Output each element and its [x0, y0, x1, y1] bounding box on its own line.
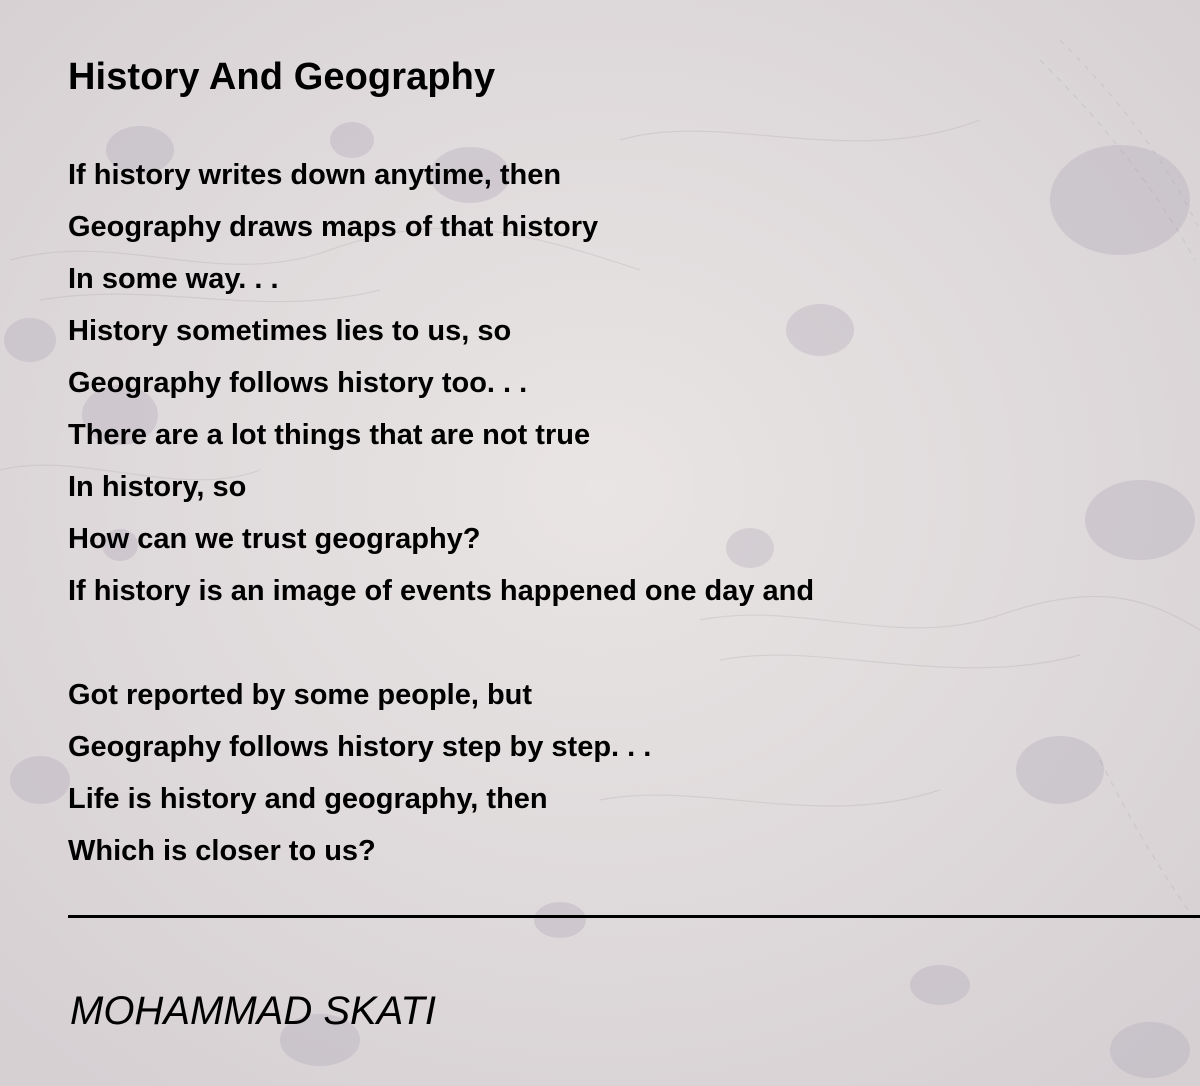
poem-line: There are a lot things that are not true	[68, 419, 591, 451]
poem-line: If history writes down anytime, then	[68, 159, 562, 191]
poem-line: In history, so	[68, 471, 247, 503]
poem-line: History sometimes lies to us, so	[68, 315, 512, 347]
poem-line: Life is history and geography, then	[68, 783, 548, 815]
poem-line: If history is an image of events happened one day and	[68, 575, 815, 607]
poem-line: Got reported by some people, but	[68, 679, 533, 711]
stanza-2	[68, 669, 651, 877]
poem-author: MOHAMMAD SKATI	[70, 989, 436, 1033]
stanza-1	[68, 149, 814, 617]
poem-line: In some way. . .	[68, 263, 279, 295]
poem-line: Geography follows history too. . .	[68, 367, 528, 399]
author-divider	[68, 915, 1200, 918]
poem-title: History And Geography	[68, 56, 496, 98]
poem-line: Geography draws maps of that history	[68, 211, 599, 243]
poem-line: Geography follows history step by step. . .	[68, 731, 652, 763]
poem-line: Which is closer to us?	[68, 835, 376, 867]
poem-line: How can we trust geography?	[68, 523, 481, 555]
